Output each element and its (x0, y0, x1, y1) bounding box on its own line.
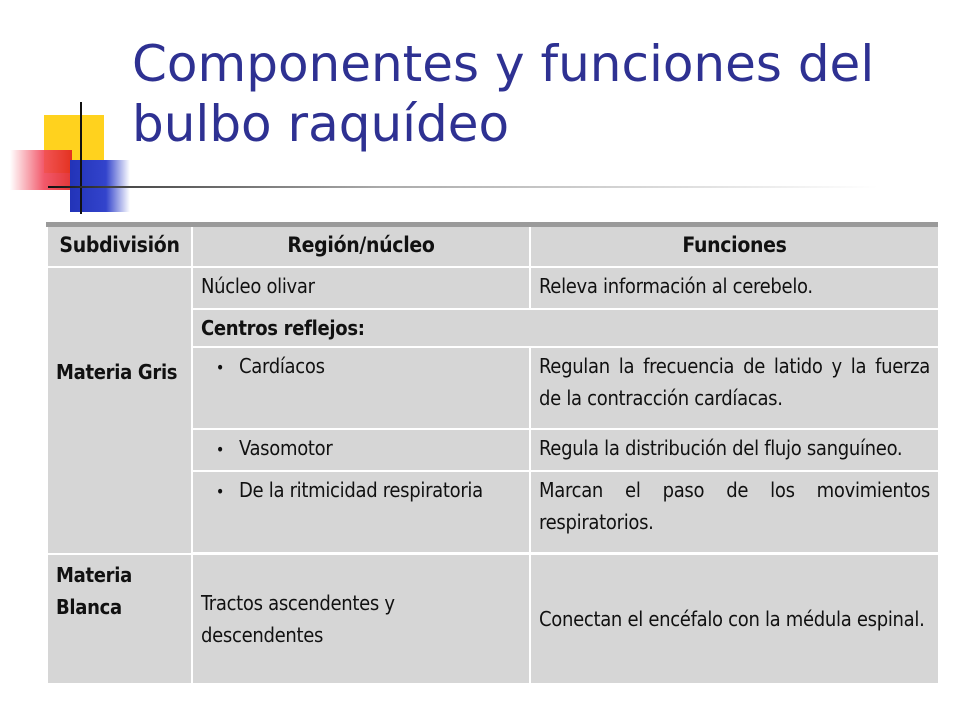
bullet-icon: • (215, 482, 225, 501)
table-header-row (47, 223, 939, 267)
function-cell: Regulan la frecuencia de latido y la fuerza de la contracción cardíacas. (530, 347, 939, 429)
bullet-icon: • (215, 440, 225, 459)
region-cell: Núcleo olivar (192, 267, 530, 309)
materia-blanca-cell (47, 554, 192, 684)
function-cell: Regula la distribución del flujo sanguíneo. (530, 429, 939, 471)
region-label: Cardíacos (239, 354, 325, 378)
function-cell: Marcan el paso de los movimientos respiratorios. (530, 471, 939, 553)
vertical-rule (80, 102, 82, 214)
functions-table (46, 222, 938, 685)
region-cell (192, 471, 530, 553)
function-cell: Releva información al cerebelo. (530, 267, 939, 309)
region-cell (192, 347, 530, 429)
materia-gris-cell: Materia Gris (47, 267, 192, 554)
table-row (47, 554, 939, 684)
table-row (47, 267, 939, 309)
region-label: Vasomotor (239, 436, 333, 460)
region-cell (192, 429, 530, 471)
centros-reflejos-cell: Centros reflejos: (192, 309, 939, 347)
header-subdivision: Subdivisión (47, 223, 192, 267)
function-cell: Conectan el encéfalo con la médula espinal. (530, 554, 939, 684)
table-grid (46, 222, 940, 685)
materia-blanca-line2: Blanca (56, 595, 122, 619)
horizontal-rule (48, 186, 878, 188)
region-label: De la ritmicidad respiratoria (239, 478, 483, 502)
red-square-decoration (10, 150, 72, 190)
header-region: Región/núcleo (192, 223, 530, 267)
materia-blanca-line1: Materia (56, 563, 132, 587)
table-top-border (46, 222, 938, 227)
slide-title: Componentes y funciones del bulbo raquídeo (132, 35, 875, 153)
header-functions: Funciones (530, 223, 939, 267)
region-cell: Tractos ascendentes y descendentes (192, 554, 530, 684)
bullet-icon: • (215, 358, 225, 377)
